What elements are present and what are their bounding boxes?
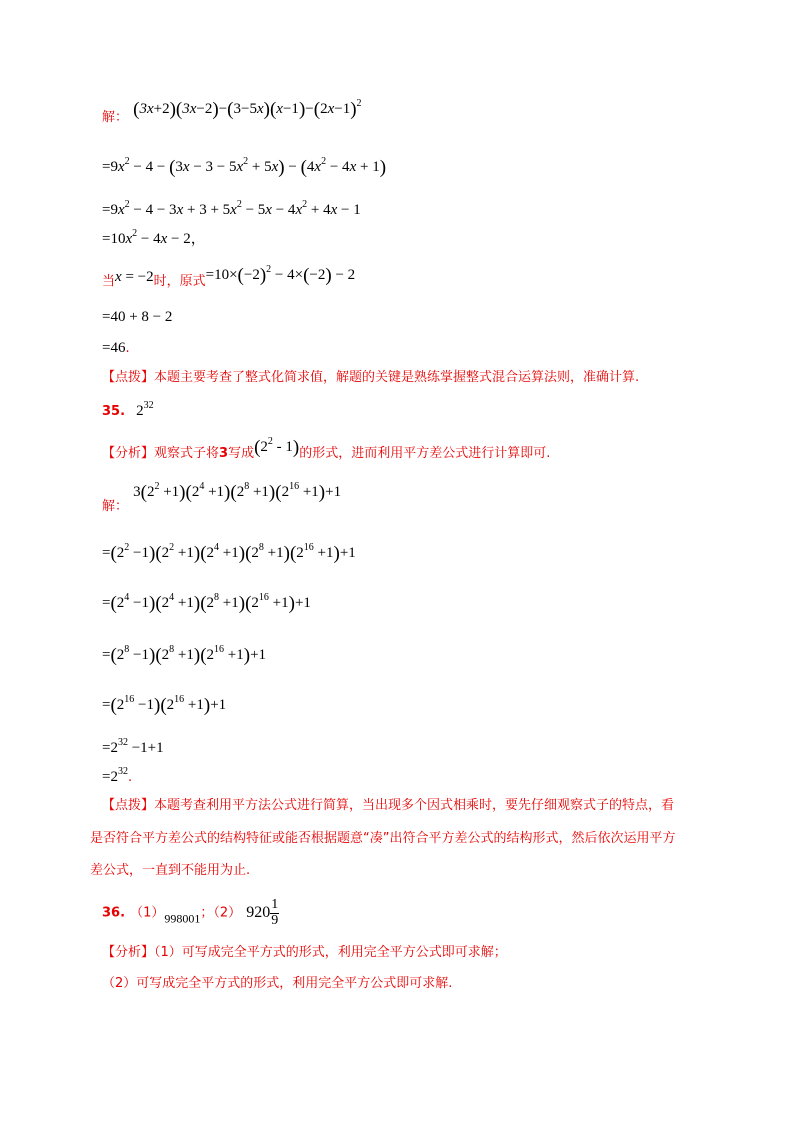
substituted-expression: $=10\times(-2)^2 - 4\times(-2) - 2$ [205, 264, 356, 286]
analysis-36-line-1: 【分析】（1）可写成完全平方式的形式，利用完全平方公式即可求解； [102, 945, 507, 960]
substitution-line [102, 266, 355, 288]
note-tag: 【点拨】 [102, 798, 155, 813]
analysis-35: 【分析】观察式子将3写成$(2^2 - 1)$的形式，进而利用平方差公式进行计算即可. [102, 436, 551, 461]
answer-2-value: 920 $\frac{1}{9}$ [246, 897, 279, 928]
note-tag: 【点拨】 [102, 370, 155, 385]
step-line: $=(2^{16} -1)(2^{16} +1)+1$ [102, 694, 227, 716]
step-line: $=9x^2 - 4 - 3x + 3 + 5x^2 - 5x - 4x^2 + 4x - 1$ [102, 199, 361, 218]
step-line: $=2^{32} -1+1$ [102, 737, 164, 756]
when-prefix: 当 [102, 274, 116, 289]
step-line: $=(2^4 -1)(2^4 +1)(2^8 +1)(2^{16} +1)+1$ [102, 592, 311, 614]
expression: $3(2^2 +1)(2^4 +1)(2^8 +1)(2^{16} +1)+1$ [133, 481, 342, 503]
inline-expression: $(2^2 - 1)$ [254, 436, 300, 458]
answer-value: $2^{32}$ [136, 400, 154, 419]
question-number: 35. [102, 404, 126, 419]
question-number: 36. [102, 905, 126, 921]
dianbo-note-2-line-3: 差公式，一直到不能用为止. [90, 863, 251, 878]
question-35-answer [102, 402, 154, 419]
condition: x = −2 [115, 269, 154, 285]
result-line: $=2^{32}$. [102, 766, 133, 785]
when-mid: 时，原式 [153, 274, 206, 289]
dianbo-note-1 [102, 371, 639, 384]
step-line: $=9x^2 - 4 - (3x - 3 - 5x^2 + 5x) - (4x^2 - 4x + 1)$ [102, 156, 387, 178]
analysis-36-line-2: （2）可写成完全平方式的形式，利用完全平方公式即可求解. [102, 976, 453, 991]
result-line: =46. [102, 340, 130, 356]
dianbo-note-2-line-2: 是否符合平方差公式的结构特征或能否根据题意“凑”出符合平方差公式的结构形式，然后依次运用平方 [90, 831, 676, 846]
analysis-tag: 【分析】 [102, 945, 155, 960]
step-line: $=10x^2 - 4x - 2$， [102, 228, 206, 247]
analysis-tag: 【分析】 [102, 446, 155, 461]
solution-line-1 [102, 100, 362, 124]
solution-line-2 [102, 483, 341, 513]
step-line: =40 + 8 − 2 [102, 309, 173, 325]
expression: $(3x+2)(3x-2)-(3-5x)(x-1)-(2x-1)^2$ [133, 98, 362, 120]
question-36-answer: 36. $(1)_{998001}$；（2） 920 $\frac{1}{9}$ [102, 897, 279, 928]
step-line: $=(2^2 -1)(2^2 +1)(2^4 +1)(2^8 +1)(2^{16} +1)+1$ [102, 542, 356, 564]
solution-label: 解： [102, 499, 129, 514]
note-text: 本题主要考查了整式化简求值，解题的关键是熟练掌握整式混合运算法则，准确计算. [154, 370, 640, 385]
step-line: $=(2^8 -1)(2^8 +1)(2^{16} +1)+1$ [102, 644, 267, 666]
solution-label: 解： [102, 110, 129, 125]
dianbo-note-2-line-1: 【点拨】本题考查利用平方法公式进行简算，当出现多个因式相乘时，要先仔细观察式子的特点，看 [102, 798, 675, 813]
answer-1-value: 998001 [164, 911, 201, 926]
